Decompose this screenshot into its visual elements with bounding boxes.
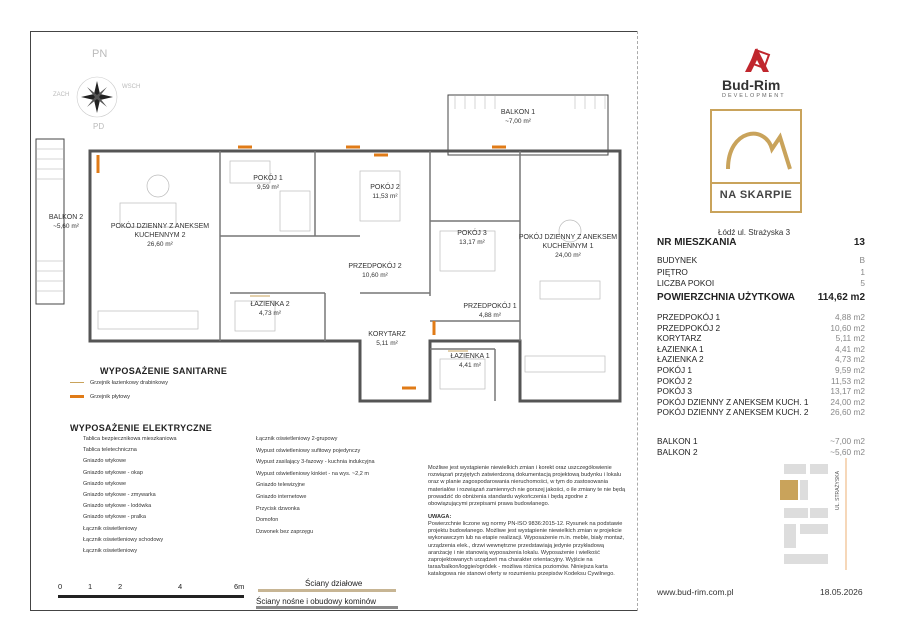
legend-electric-left-item: Gniazdo wtykowe - zmywarka [83,492,156,498]
room-label-lazienka-1: ŁAZIENKA 1 4,41 m² [450,353,490,369]
fact-value: 5 [860,278,865,288]
fact-value: B [859,255,865,265]
room-area-row [657,386,865,396]
legend-electric-left-item: Gniazdo wtykowe - okap [83,469,143,476]
wall-structural-label: Ściany nośne i obudowy kominów [256,597,377,606]
room-label-dzienny-2: POKÓJ DZIENNY Z ANEKSEM KUCHENNYM 2 26,60 m² [110,223,210,248]
scale-tick-label: 0 [58,582,63,591]
legend-electric-left-item: Łącznik oświetleniowy schodowy [83,536,164,543]
legend-electric-left-item: Gniazdo wtykowe [83,480,127,487]
room-area-value: 4,41 m2 [835,343,865,354]
site-location-map [780,458,872,570]
website-link[interactable]: www.bud-rim.com.pl [657,587,734,597]
room-label-balkon-2: BALKON 2 ~5,60 m² [48,214,84,230]
room-area-value: 13,17 m2 [830,386,865,397]
room-area-row [657,407,865,417]
legend-electric-left-item: Gniazdo wtykowe - pralka [83,514,146,521]
project-name: NA SKARPIE [719,189,793,201]
legend-electric-right-item: Gniazdo telewizyjne [256,482,305,489]
usable-area-row: POWIERZCHNIA UŻYTKOWA 114,62 m2 [657,292,865,303]
wall-partition-swatch [258,589,396,592]
electric-title: WYPOSAŻENIE ELEKTRYCZNE [70,423,213,433]
room-label-pokoj-3: POKÓJ 3 13,17 m² [457,230,487,246]
room-area-value: 26,60 m2 [830,407,865,418]
address: Łódź ul. Strażyska 3 [718,228,791,237]
room-label-pokoj-2: POKÓJ 2 11,53 m² [370,184,400,200]
balcony-area-value: ~5,60 m2 [830,446,865,457]
compass-rose [77,77,117,117]
scale-tick-label: 6m [234,582,245,591]
fact-label: LICZBA POKOI [657,278,715,288]
room-area-value: 10,60 m2 [830,322,865,333]
compass-west: ZACH [53,92,70,98]
note-main: Możliwe jest wystąpienie niewielkich zmian i korekt oraz uszczegółowienie rozwiązań przyjętych zatwierdzoną dokumentacją projektową budynku i lokalu oraz w planie zagospodarowania nieruchomości, w tym do zastosowania materiałów i rozwiązań zamiennych nie gorszej jakości, o ile zmiany te nie będą prowadzić do obniżenia standardu wykończenia i będą zgodne z obowiązującymi przepisami prawa budowlanego. [428,465,626,508]
room-area-label: KORYTARZ [657,333,702,344]
room-area-row [657,354,865,364]
note-uwaga: Powierzchnie liczone wg normy PN-ISO 9836:2015-12. Rysunek na podstawie projektu budowlanego. Możliwe jest wystąpienie niewielkich zmian w projekcie wykonawczym lub na etapie realizacji. Wyposażenie m.in. meble, biały montaż, urządzenia elek., drzwi wewnętrzne przedstawiają jedynie przykładową aranżację i nie stanowią wyposażenia lokalu. Wyposażenie i wielkość zaprojektowanych urządzeń ma charakter orientacyjny. Wyjście na taras/balkon/loggie/ogródek - możliwa różnica poziomów. Niniejsza karta katalogowa nie stanowi oferty w rozumieniu przepisów Kodeksu Cywilnego. [428,521,625,578]
legend-panel-radiator: Grzejnik płytowy [70,394,130,400]
room-area-label: PRZEDPOKÓJ 1 [657,312,721,322]
brand-sub: DEVELOPMENT [722,93,786,99]
bud-rim-logo-icon [737,42,777,76]
room-area-value: 5,11 m2 [835,333,865,344]
room-label-przedpokoj-2: PRZEDPOKÓJ 2 10,60 m² [348,263,402,279]
room-area-value: 11,53 m2 [831,375,865,386]
legend-electric-left-item: Tablica teletechniczna [83,447,137,454]
wall-structural-swatch [256,606,398,609]
room-area-label: PRZEDPOKÓJ 2 [657,322,721,333]
room-area-label: POKÓJ 2 [657,375,693,386]
balcony-area-value: ~7,00 m2 [830,436,865,446]
legend-electric-right-item: Gniazdo internetowe [256,494,307,500]
street-label: UL. STRAŻYSKA [835,471,841,510]
scale-tick-label: 4 [178,582,183,591]
legend-electric-left-item: Łącznik oświetleniowy [83,525,138,532]
room-area-row [657,333,865,343]
legend-electric-left-item: Gniazdo wtykowe [83,458,127,465]
scale-tick-label: 1 [88,582,93,591]
apartment-fact-row [657,278,865,288]
room-area-label: ŁAZIENKA 2 [657,354,704,365]
room-area-label: POKÓJ 1 [657,365,693,375]
fact-label: BUDYNEK [657,255,698,265]
brand-name: Bud-Rim [722,77,781,93]
legend-electric-right-item: Wypust zasilający 3-fazowy - kuchnia indukcyjna [256,459,375,466]
legend-electric-right-item: Domofon [256,517,279,524]
legend-electric-left-item: Łącznik oświetleniowy [83,548,138,554]
legend-electric-right-item: Łącznik oświetleniowy 2-grupowy [256,436,338,442]
room-area-label: POKÓJ 3 [657,386,693,397]
balcony-area-row [657,447,865,457]
compass-south: PD [93,122,105,131]
room-area-value: 24,00 m2 [830,396,865,407]
room-area-value: 9,59 m2 [835,365,865,375]
scale-tick-label: 2 [118,582,123,591]
legend-electric-right-item: Przycisk dzwonka [256,505,300,512]
room-area-row [657,312,865,322]
room-area-label: POKÓJ DZIENNY Z ANEKSEM KUCH. 1 [657,396,809,407]
sanitary-title: WYPOSAŻENIE SANITARNE [100,366,228,376]
issue-date: 18.05.2026 [820,587,863,597]
fact-label: PIĘTRO [657,266,688,277]
apartment-fact-row [657,255,865,265]
room-area-row [657,376,865,386]
room-label-przedpokoj-1: PRZEDPOKÓJ 1 4,88 m² [463,303,517,319]
balcony-area-label: BALKON 2 [657,446,698,457]
room-label-pokoj-1: POKÓJ 1 9,59 m² [253,175,283,191]
balcony-area-label: BALKON 1 [657,436,698,446]
apartment-number-row: NR MIESZKANIA 13 [657,237,865,248]
legend-ladder-radiator: Grzejnik łazienkowy drabinkowy [70,380,168,386]
room-area-label: POKÓJ DZIENNY Z ANEKSEM KUCH. 2 [657,407,809,418]
room-area-row [657,323,865,333]
room-label-lazienka-2: ŁAZIENKA 2 4,73 m² [250,301,290,317]
room-area-label: ŁAZIENKA 1 [657,343,704,354]
room-area-row [657,397,865,407]
room-label-dzienny-1: POKÓJ DZIENNY Z ANEKSEM KUCHENNYM 1 24,00 m² [518,234,618,259]
legend-electric-right-item: Wypust oświetleniowy kinkiet - na wys. ~2,2 m [256,470,369,477]
compass-north: PN [92,48,108,60]
apartment-fact-row [657,267,865,277]
room-area-row [657,344,865,354]
room-label-balkon-1: BALKON 1 ~7,00 m² [500,109,536,125]
room-label-korytarz: KORYTARZ 5,11 m² [368,331,406,347]
legend-electric-right-item: Wypust oświetleniowy sufitowy pojedynczy [256,447,361,454]
legend-electric-right-item: Dzwonek bez zaprzęgu [256,528,314,535]
legend-electric-left-item: Tablica bezpiecznikowa mieszkaniowa [83,436,177,442]
wall-partition-label: Ściany działowe [305,579,363,588]
fact-value: 1 [860,266,865,277]
room-area-value: 4,73 m2 [835,354,865,365]
compass-east: WSCH [122,84,141,90]
balcony-area-row [657,436,865,446]
note-uwaga-title: UWAGA: [428,514,452,520]
room-area-value: 4,88 m2 [835,312,865,322]
legend-electric-left-item: Gniazdo wtykowe - lodówka [83,503,152,510]
room-area-row [657,365,865,375]
scale-line [58,595,244,598]
